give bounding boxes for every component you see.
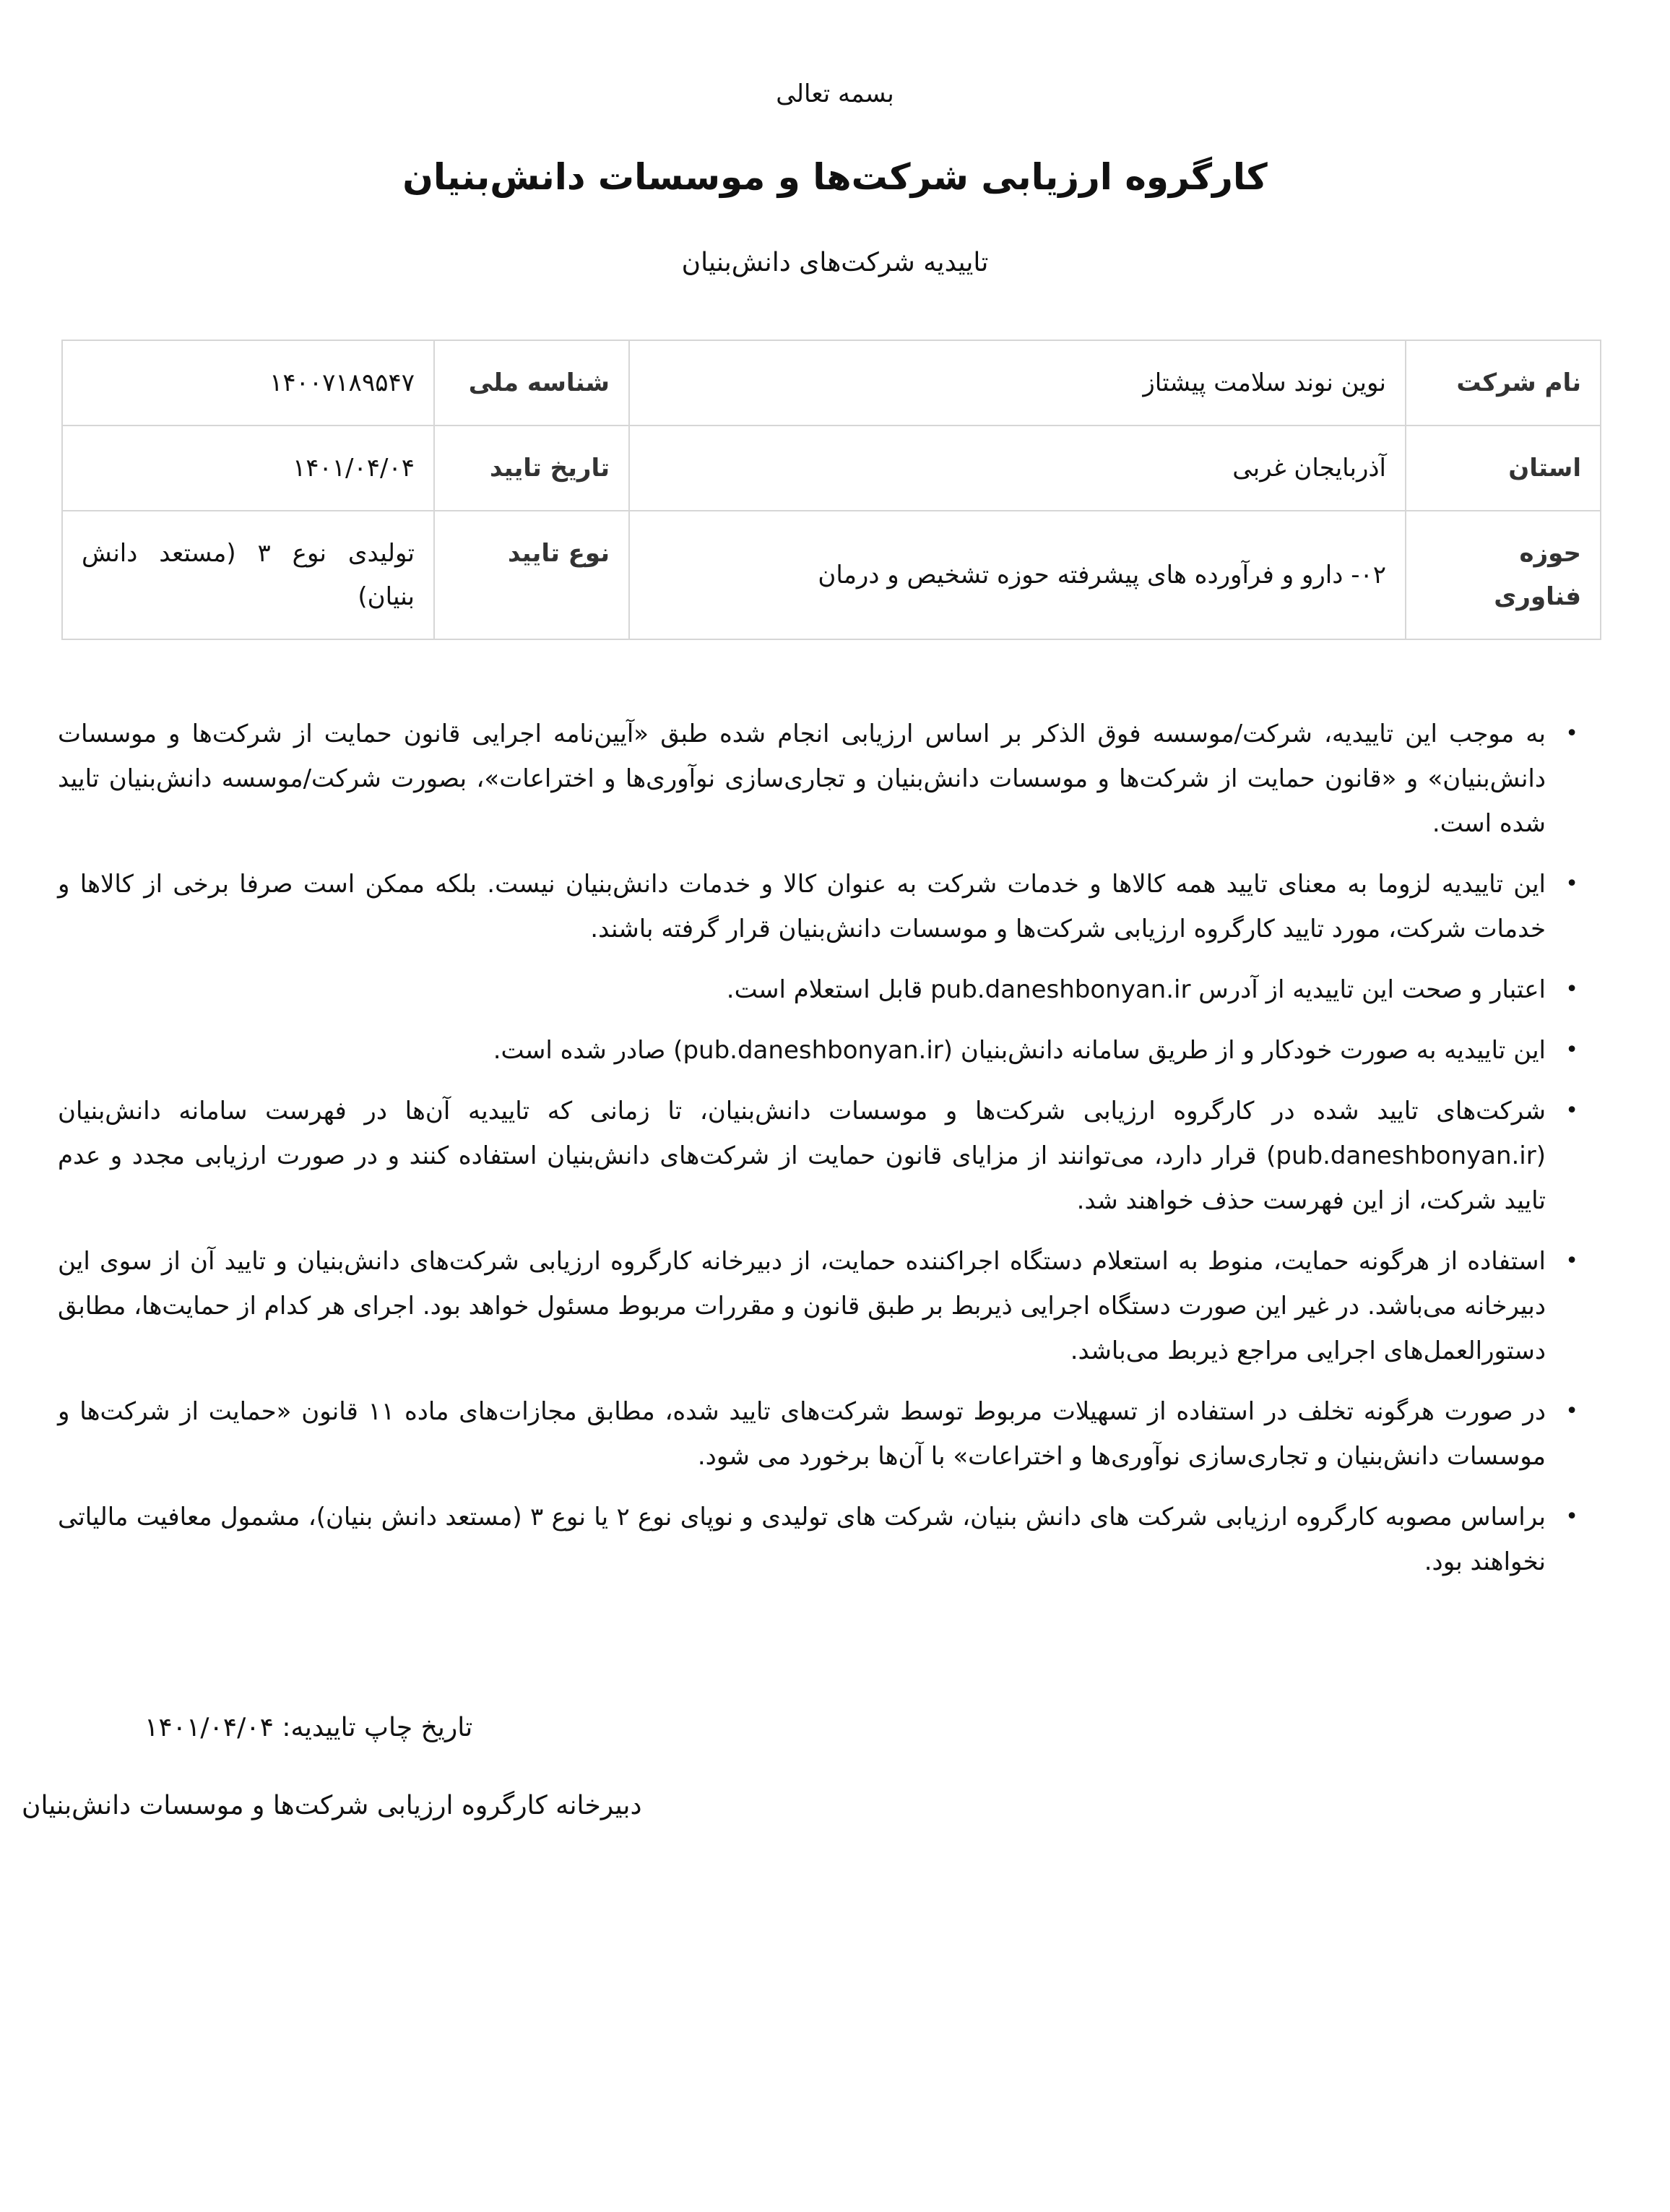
list-item xyxy=(58,1239,1578,1373)
note-text: استفاده از هرگونه حمایت، منوط به استعلام دستگاه اجراکننده حمایت، از دبیرخانه کارگروه ارزیابی شرکت‌های دانش‌بنیان و تایید آن از سوی این دبیرخانه می‌باشد. در غیر این صورت دستگاه اجرایی ذیربط بر طبق قانون و مقررات مربوط مسئول خواهد بود. اجرای هر کدام از حمایت‌ها، مطابق دستورالعمل‌های اجرایی مراجع ذیربط می‌باشد. xyxy=(58,1247,1546,1365)
list-item xyxy=(58,1495,1578,1584)
approval-type-value: تولیدی نوع ۳ (مستعد دانش بنیان) xyxy=(62,511,434,639)
company-name-label: نام شرکت xyxy=(1406,340,1601,425)
table-row xyxy=(62,340,1601,425)
approval-date-label: تاریخ تایید xyxy=(434,425,629,511)
note-text: براساس مصوبه کارگروه ارزیابی شرکت های دانش بنیان، شرکت های تولیدی و نوپای نوع ۲ یا نوع ۳ (مستعد دانش بنیان)، مشمول معافیت مالیاتی نخواهند بود. xyxy=(58,1503,1546,1576)
notes-list xyxy=(58,712,1578,1600)
document-title: کارگروه ارزیابی شرکت‌ها و موسسات دانش‌بنیان xyxy=(402,156,1268,198)
bullet-icon: • xyxy=(1565,871,1578,897)
list-item xyxy=(58,1389,1578,1479)
tech-field-value: ۰۲- دارو و فرآورده های پیشرفته حوزه تشخیص و درمان xyxy=(629,511,1406,639)
province-value: آذربایجان غربی xyxy=(629,425,1406,511)
bullet-icon: • xyxy=(1565,977,1578,1002)
list-item xyxy=(58,1089,1578,1223)
bismillah-heading: بسمه تعالی xyxy=(776,79,894,108)
company-info-table xyxy=(61,340,1601,640)
note-text: در صورت هرگونه تخلف در استفاده از تسهیلات مربوط توسط شرکت‌های تایید شده، مطابق مجازات‌های ماده ۱۱ قانون «حمایت از شرکت‌ها و موسسات دانش‌بنیان و تجاری‌سازی نوآوری‌ها و اختراعات» با آن‌ها برخورد می شود. xyxy=(58,1397,1546,1471)
note-text: شرکت‌های تایید شده در کارگروه ارزیابی شرکت‌ها و موسسات دانش‌بنیان، تا زمانی که تاییدیه آن‌ها در فهرست سامانه دانش‌بنیان (pub.daneshbonyan.ir) قرار دارد، می‌توانند از مزایای قانون حمایت از شرکت‌های دانش‌بنیان استفاده کنند و در صورت ارزیابی مجدد و عدم تایید شرکت، از این فهرست حذف خواهند شد. xyxy=(58,1097,1546,1215)
bullet-icon: • xyxy=(1565,1037,1578,1063)
bullet-icon: • xyxy=(1565,721,1578,746)
tech-field-label: حوزه فناوری xyxy=(1406,511,1601,639)
note-text: به موجب این تاییدیه، شرکت/موسسه فوق الذکر بر اساس ارزیابی انجام شده طبق «آیین‌نامه اجرایی قانون حمایت از شرکت‌ها و موسسات دانش‌بنیان» و «قانون حمایت از شرکت‌ها و موسسات دانش‌بنیان و تجاری‌سازی نوآوری‌ها و اختراعات»، بصورت شرکت/موسسه دانش‌بنیان تایید شده است. xyxy=(58,720,1546,838)
list-item xyxy=(58,967,1578,1012)
province-label: استان xyxy=(1406,425,1601,511)
secretariat-signature: دبیرخانه کارگروه ارزیابی شرکت‌ها و موسسات دانش‌بنیان xyxy=(22,1791,642,1820)
note-text: این تاییدیه به صورت خودکار و از طریق سامانه دانش‌بنیان (pub.daneshbonyan.ir) صادر شده است. xyxy=(493,1036,1546,1065)
table-row xyxy=(62,425,1601,511)
table-row xyxy=(62,511,1601,639)
list-item xyxy=(58,1028,1578,1073)
national-id-label: شناسه ملی xyxy=(434,340,629,425)
print-date: تاریخ چاپ تاییدیه: ۱۴۰۱/۰۴/۰۴ xyxy=(144,1713,473,1742)
bullet-icon: • xyxy=(1565,1399,1578,1424)
bullet-icon: • xyxy=(1565,1098,1578,1123)
bullet-icon: • xyxy=(1565,1504,1578,1529)
list-item xyxy=(58,862,1578,951)
bullet-icon: • xyxy=(1565,1248,1578,1274)
approval-date-value: ۱۴۰۱/۰۴/۰۴ xyxy=(62,425,434,511)
company-name-value: نوین نوند سلامت پیشتاز xyxy=(629,340,1406,425)
list-item xyxy=(58,712,1578,846)
national-id-value: ۱۴۰۰۷۱۸۹۵۴۷ xyxy=(62,340,434,425)
note-text: این تاییدیه لزوما به معنای تایید همه کالاها و خدمات شرکت به عنوان کالا و خدمات دانش‌بنیان نیست. بلکه ممکن است صرفا برخی از کالاها و خدمات شرکت، مورد تایید کارگروه ارزیابی شرکت‌ها و موسسات دانش‌بنیان قرار گرفته باشند. xyxy=(58,870,1546,943)
approval-type-label: نوع تایید xyxy=(434,511,629,639)
document-subtitle: تاییدیه شرکت‌های دانش‌بنیان xyxy=(681,248,989,277)
note-text: اعتبار و صحت این تاییدیه از آدرس pub.daneshbonyan.ir قابل استعلام است. xyxy=(726,975,1546,1004)
